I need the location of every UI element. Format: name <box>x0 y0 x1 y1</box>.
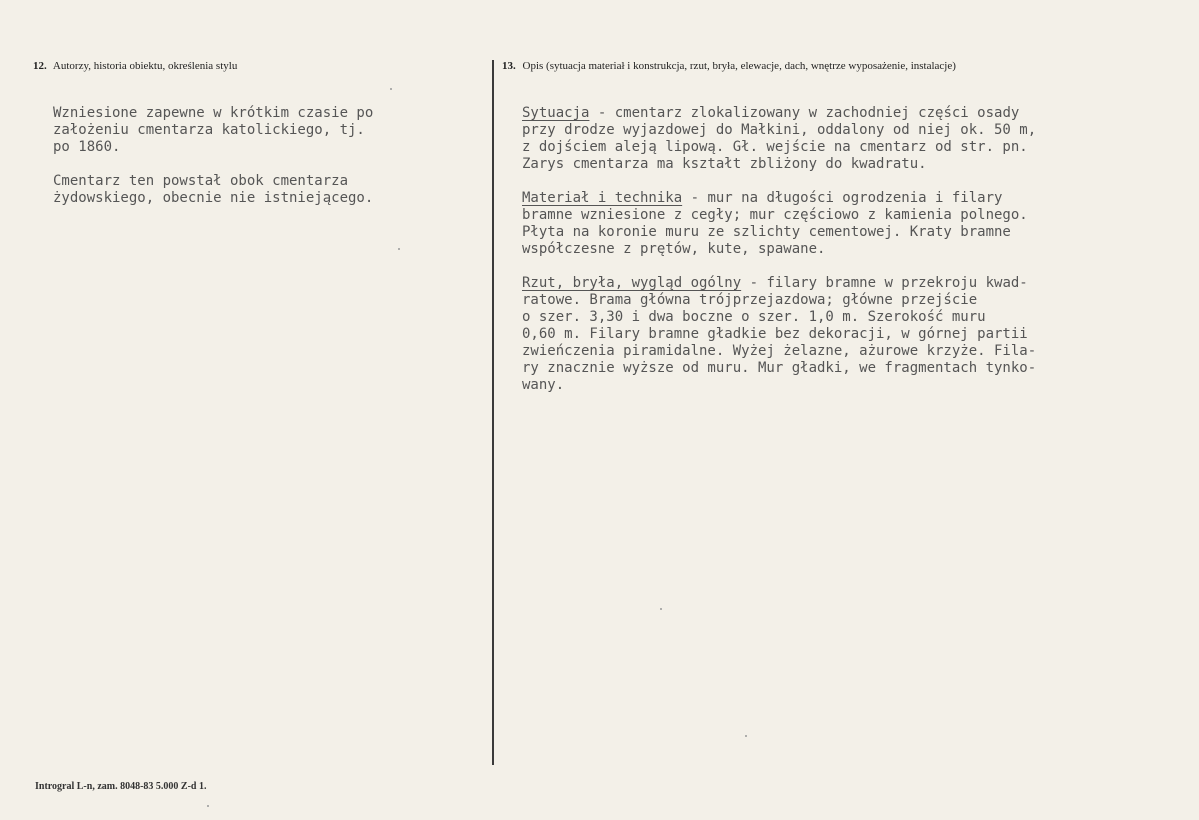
left-column-text <box>53 105 373 224</box>
column-divider <box>492 60 494 765</box>
plan-body: ratowe. Brama główna trójprzejazdowa; główne przejście o szer. 3,30 i dwa boczne o szer. 1,0 m. Szerokość muru 0,60 m. Filary bramne gładkie bez dekoracji, w górnej partii zwieńczenia piramidalne. Wyżej żelazne, ażurowe krzyże. Fila- ry znacznie wyższe od muru. Mur gładki, we fragmentach tynko- wany. <box>522 292 1037 393</box>
right-column-header <box>502 60 956 72</box>
material-first-line: - mur na długości ogrodzenia i filary <box>682 190 1003 206</box>
plan-section <box>522 275 1036 394</box>
left-column-header <box>33 60 237 72</box>
history-paragraph-2: Cmentarz ten powstał obok cmentarza żydowskiego, obecnie nie istniejącego. <box>53 173 374 206</box>
paper-speck <box>660 608 662 610</box>
plan-heading: Rzut, bryła, wygląd ogólny <box>522 275 742 291</box>
material-heading: Materiał i technika <box>522 190 683 206</box>
right-column-text <box>522 105 1036 411</box>
material-body: bramne wzniesione z cegły; mur częściowo z kamienia polnego. Płyta na koronie muru ze szlichty cementowej. Kraty bramne współczesne z prętów, kute, spawane. <box>522 207 1028 257</box>
material-section <box>522 190 1036 258</box>
paper-speck <box>207 805 209 807</box>
situation-heading: Sytuacja <box>522 105 590 121</box>
history-paragraph-1: Wzniesione zapewne w krótkim czasie po założeniu cmentarza katolickiego, tj. po 1860. <box>53 105 374 155</box>
printer-footer: Introgral L-n, zam. 8048-83 5.000 Z-d 1. <box>35 781 207 792</box>
right-header-number: 13. <box>502 60 516 72</box>
situation-section <box>522 105 1036 173</box>
left-header-number: 12. <box>33 60 47 72</box>
situation-first-line: - cmentarz zlokalizowany w zachodniej części osady <box>589 105 1020 121</box>
paper-speck <box>390 88 392 90</box>
plan-first-line: - filary bramne w przekroju kwad- <box>741 275 1028 291</box>
right-header-label: Opis (sytuacja materiał i konstrukcja, rzut, bryła, elewacje, dach, wnętrze wyposażenie, instalacje) <box>522 60 956 72</box>
paper-speck <box>745 735 747 737</box>
situation-body: przy drodze wyjazdowej do Małkini, oddalony od niej ok. 50 m, z dojściem aleją lipową. Gł. wejście na cmentarz od str. pn. Zarys cmentarza ma kształt zbliżony do kwadratu. <box>522 122 1037 172</box>
left-header-label: Autorzy, historia obiektu, określenia stylu <box>52 60 238 72</box>
paper-speck <box>398 248 400 250</box>
